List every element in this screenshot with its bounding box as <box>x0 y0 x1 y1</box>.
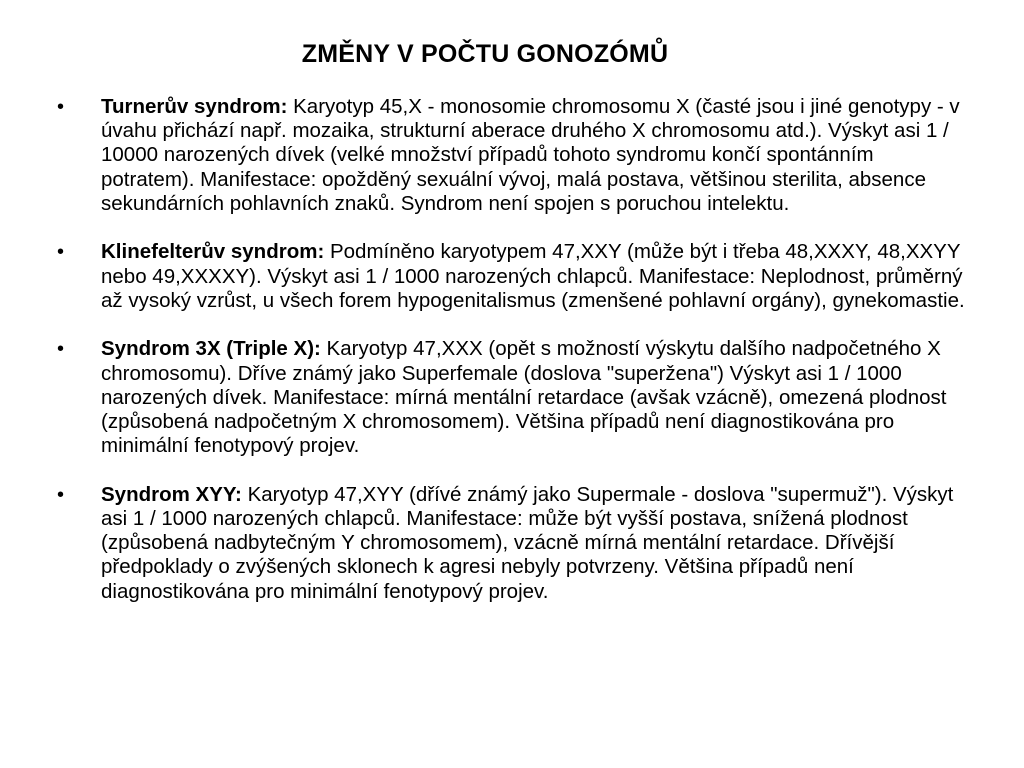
term-description: Karyotyp 47,XYY (dřívé známý jako Supermale - doslova "supermuž"). Výskyt asi 1 / 1000 narozených chlapců. Manifestace: může být vyšší postava, snížená plodnost (způsobená nadbytečným Y chromosomem), vzácně mírná mentální retardace. Dřívější předpoklady o zvýšených sklonech k agresi nebyly potvrzeny. Většina případů není diagnostikována pro minimální fenotypový projev. <box>101 482 954 603</box>
term-description: Karyotyp 47,XXX (opět s možností výskytu dalšího nadpočetného X chromosomu). Dříve známý jako Superfemale (doslova "superžena") Výskyt asi 1 / 1000 narozených dívek. Manifestace: mírná mentální retardace (avšak vzácně), omezená plodnost (způsobená nadpočetným X chromosomem). Většina případů není diagnostikována pro minimální fenotypový projev. <box>101 337 947 458</box>
term-description: Podmíněno karyotypem 47,XXY (může být i třeba 48,XXXY, 48,XXYY nebo 49,XXXXY). Výskyt asi 1 / 1000 narozených chlapců. Manifestace: Neplodnost, průměrný až vysoký vzrůst, u všech forem hypogenitalismus (zmenšené pohlavní orgány), gynekomastie. <box>101 240 965 312</box>
list-item-triple-x <box>57 337 967 458</box>
list-item-klinefelter <box>57 240 967 313</box>
bullet-icon: • <box>57 483 65 506</box>
term-description: Karyotyp 45,X - monosomie chromosomu X (časté jsou i jiné genotypy - v úvahu přichází např. mozaika, strukturní aberace druhého X chromosomu atd.). Výskyt asi 1 / 10000 narozených dívek (velké množství případů tohoto syndromu končí spontánním potratem). Manifestace: opožděný sexuální vývoj, malá postava, většinou sterilita, absence sekundárních pohlavních znaků. Syndrom není spojen s poruchou intelektu. <box>101 95 960 215</box>
term-label: Turnerův syndrom: <box>101 95 288 118</box>
slide-title: ZMĚNY V POČTU GONOZÓMŮ <box>301 40 669 68</box>
bullet-icon: • <box>57 96 65 118</box>
term-label: Klinefelterův syndrom: <box>101 240 325 264</box>
term-label: Syndrom XYY: <box>101 482 242 506</box>
bullet-list <box>57 95 967 604</box>
bullet-icon: • <box>57 338 65 361</box>
list-item-xyy <box>57 483 967 604</box>
term-label: Syndrom 3X (Triple X): <box>101 337 321 361</box>
bullet-icon: • <box>57 241 65 264</box>
list-item-turner <box>57 95 967 216</box>
